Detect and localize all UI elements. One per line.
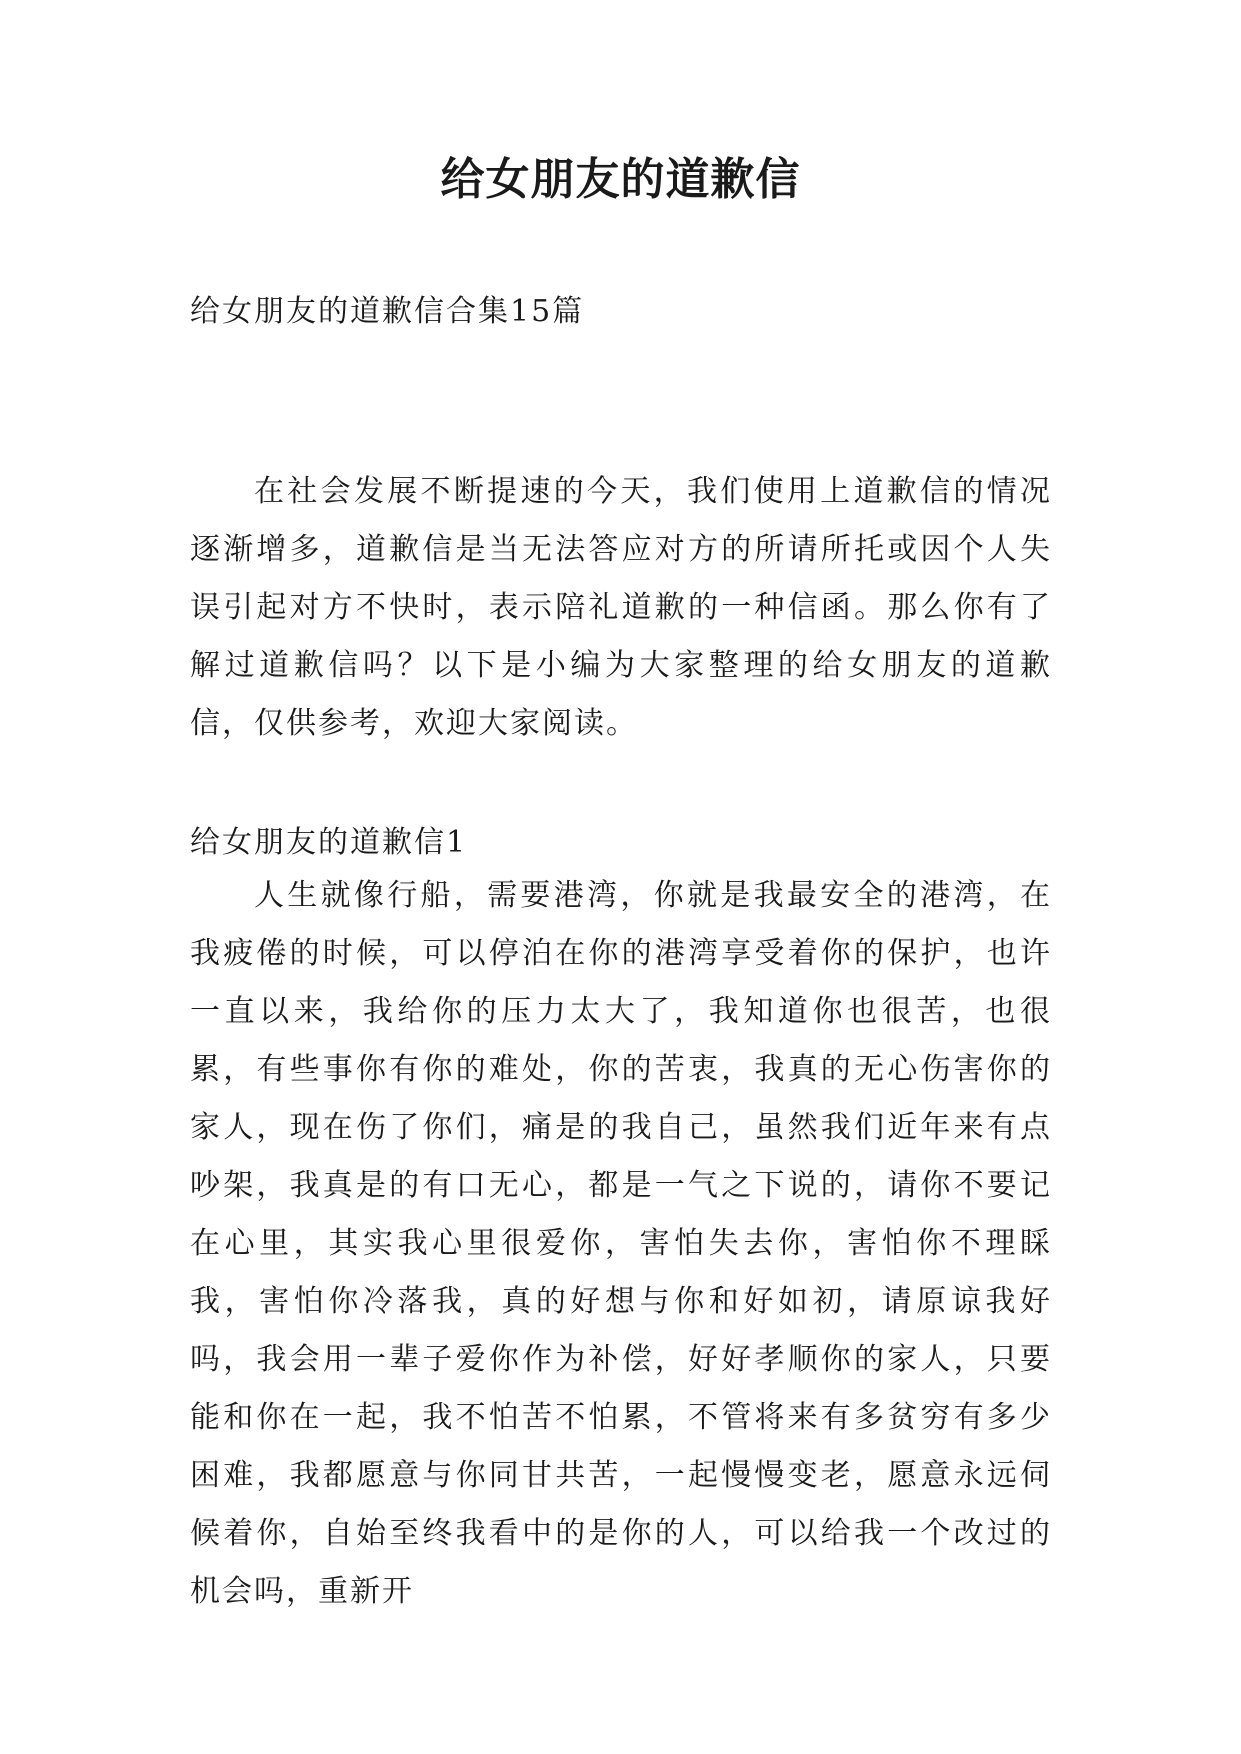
section-heading: 给女朋友的道歉信1 xyxy=(190,825,468,860)
document-title: 给女朋友的道歉信 xyxy=(440,154,801,205)
letter-paragraph: 人生就像行船，需要港湾，你就是我最安全的港湾，在我疲倦的时候，可以停泊在你的港湾享受着你的保护，也许一直以来，我给你的压力太大了，我知道你也很苦，也很累，有些事你有你的难处，你的苦衷，我真的无心伤害你的家人，现在伤了你们，痛是的我自己，虽然我们近年来有点吵架，我真是的有口无心，都是一气之下说的，请你不要记在心里，其实我心里很爱你，害怕失去你，害怕你不理睬我，害怕你冷落我，真的好想与你和好如初，请原谅我好吗，我会用一辈子爱你作为补偿，好好孝顺你的家人，只要能和你在一起，我不怕苦不怕累，不管将来有多贫穷有多少困难，我都愿意与你同甘共苦，一起慢慢变老，愿意永远伺候着你，自始至终我看中的是你的人，可以给我一个改过的机会吗，重新开 xyxy=(190,878,1052,1609)
intro-paragraph: 在社会发展不断提速的今天，我们使用上道歉信的情况逐渐增多，道歉信是当无法答应对方的所请所托或因个人失误引起对方不快时，表示陪礼道歉的一种信函。那么你有了解过道歉信吗？以下是小编为大家整理的给女朋友的道歉信，仅供参考，欢迎大家阅读。 xyxy=(190,474,1052,741)
document-subtitle: 给女朋友的道歉信合集15篇 xyxy=(190,294,585,329)
